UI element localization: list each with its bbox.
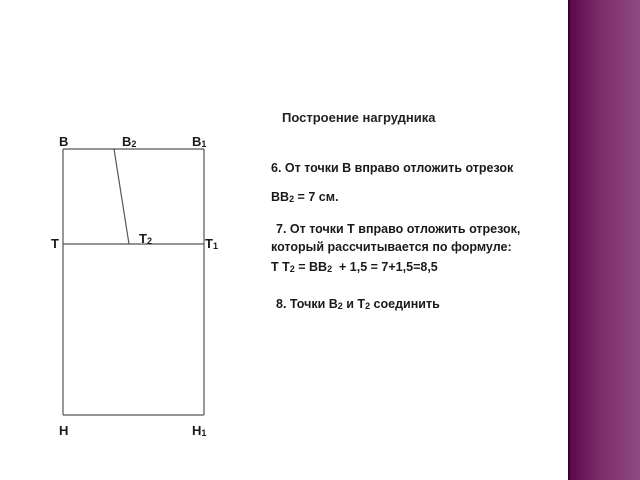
slide-title: Построение нагрудника (282, 110, 436, 125)
step8: 8. Точки $В_2$ и $Т_2$ соединить (276, 297, 440, 311)
point-label-T1: $Т_1$ (205, 236, 218, 251)
step7-line2: который рассчитывается по формуле: (271, 240, 512, 254)
point-label-H: Н (59, 423, 69, 438)
point-label-B1: $В_1$ (192, 134, 207, 149)
step7-line1: 7. От точки Т вправо отложить отрезок, (276, 222, 521, 236)
point-label-T: Т (51, 236, 59, 251)
point-label-B: В (59, 134, 69, 149)
point-label-H1: $Н_1$ (192, 423, 207, 438)
point-label-T2: $Т_2$ (139, 231, 152, 246)
step6-line1: 6. От точки В вправо отложить отрезок (271, 161, 514, 175)
line-B2-T2 (114, 149, 129, 244)
step6-line2: $ВВ_2 = 7$ см. (271, 190, 339, 204)
step7-line3: Т $Т_2 = ВВ_2 + 1,5 = 7+1,5=8,5$ (271, 260, 438, 274)
point-label-B2: $В_2$ (122, 134, 137, 149)
